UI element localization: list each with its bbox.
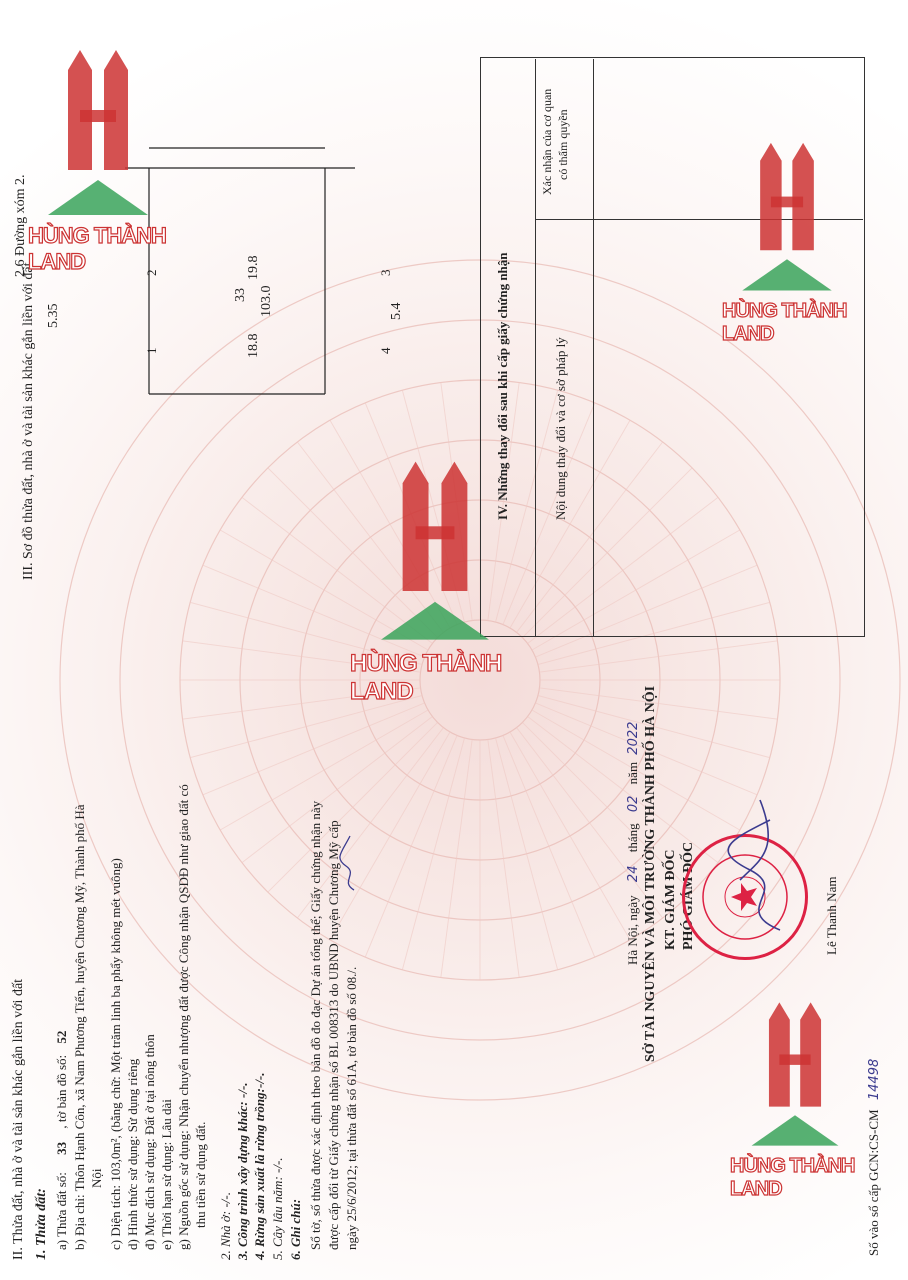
table-col-content: Nội dung thay đổi và cơ sở pháp lý — [553, 337, 568, 520]
date-line — [625, 722, 642, 965]
parcel-number-value: 33 — [54, 1141, 69, 1155]
address-line-1: b) Địa chỉ: Thôn Hạnh Côn, xã Nam Phương Tiến, huyện Chương Mỹ, Thành phố Hà — [72, 804, 87, 1250]
side-right-length: 19.8 — [246, 255, 261, 280]
date-year: 2022 — [626, 721, 641, 755]
watermark-logo — [350, 440, 520, 705]
handwritten-signature — [720, 790, 800, 940]
item-1-label: 1. Thửa đất: — [34, 1188, 49, 1260]
table-column-divider — [593, 59, 594, 637]
item-5: 5. Cây lâu năm: -/-. — [270, 1157, 285, 1260]
logo-brand: HÙNG THÀNH LAND — [730, 1155, 855, 1200]
section-3-heading: III. Sơ đồ thửa đất, nhà ở và tài sản khác gắn liền với đất — [21, 262, 36, 580]
section-4-heading: IV. Những thay đổi sau khi cấp giấy chứng nhận — [495, 252, 510, 520]
table-col-confirm-line1: Xác nhận của cơ quan — [540, 88, 554, 195]
issuing-org: SỞ TÀI NGUYÊN VÀ MÔI TRƯỜNG THÀNH PHỐ HÀ NỘI — [643, 685, 658, 1062]
date-prefix: Hà Nội, ngày — [625, 895, 640, 965]
side-left-length: 18.8 — [246, 333, 261, 358]
watermark-logo — [722, 125, 852, 345]
item-6: 6. Ghi chú: — [288, 1198, 303, 1260]
parcel-no-label: 33 — [233, 288, 248, 302]
registry-line — [866, 1059, 883, 1256]
watermark-logo — [28, 30, 168, 274]
area-line: c) Diện tích: 103,0m², (bằng chữ: Một trăm linh ba phẩy không mét vuông) — [108, 858, 123, 1250]
month-label: tháng — [625, 823, 640, 853]
deputy-director: PHÓ GIÁM ĐỐC — [681, 841, 696, 950]
table-col-confirm-line2: có thẩm quyền — [556, 109, 570, 180]
logo-mark — [730, 985, 860, 1150]
parcel-number-line — [54, 1031, 70, 1250]
date-month: 02 — [626, 795, 641, 813]
usage-term-line: e) Thời hạn sử dụng: Lâu dài — [159, 1099, 174, 1250]
note-line-1: Sổ tờ, số thửa được xác định theo bản đồ đo đạc Dự án tổng thể; Giấy chứng nhận này — [308, 800, 323, 1250]
initial-mark — [338, 832, 360, 892]
item-3: 3. Công trình xây dựng khác: -/-. — [235, 1082, 250, 1260]
map-sheet-label: , tờ bản đồ số: — [54, 1054, 69, 1129]
year-label: năm — [625, 761, 640, 785]
item-4: 4. Rừng sản xuất là rừng trồng:-/-. — [252, 1072, 267, 1260]
date-day: 24 — [626, 865, 641, 883]
address-line-2: Nội — [89, 1168, 104, 1188]
watermark-logo — [730, 985, 860, 1200]
signer-name: Lê Thanh Nam — [824, 876, 839, 955]
logo-brand: HÙNG THÀNH LAND — [722, 300, 847, 345]
side-top-length: 5.35 — [46, 303, 61, 328]
vertex-4: 4 — [378, 347, 393, 354]
parcel-number-label: a) Thửa đất số: — [54, 1172, 69, 1250]
map-sheet-value: 52 — [54, 1030, 69, 1044]
kt-director: KT. GIÁM ĐỐC — [663, 849, 678, 950]
vertex-1: 1 — [144, 347, 159, 354]
logo-brand: HÙNG THÀNH LAND — [28, 223, 166, 274]
usage-form-line: d) Hình thức sử dụng: Sử dụng riêng — [125, 1058, 140, 1250]
logo-mark — [350, 440, 520, 645]
registry-number: 14498 — [867, 1058, 882, 1101]
registry-label: Số vào sổ cấp GCN:CS-CM — [866, 1109, 881, 1256]
item-2: 2. Nhà ở: -/-. — [218, 1192, 233, 1260]
origin-line-1: g) Nguồn gốc sử dụng: Nhận chuyển nhượng đất được Công nhận QSDĐ như giao đất có — [176, 784, 191, 1250]
road-label: 2.6 Đường xóm 2. — [13, 174, 28, 277]
table-header-divider — [535, 59, 536, 637]
side-bottom-length: 5.4 — [389, 302, 404, 320]
vertex-2: 2 — [144, 269, 159, 276]
origin-line-2: thu tiền sử dụng đất. — [193, 1121, 208, 1228]
logo-mark — [28, 30, 168, 220]
usage-purpose-line: đ) Mục đích sử dụng: Đất ở tại nông thôn — [142, 1034, 157, 1250]
parcel-area-label: 103.0 — [259, 285, 274, 317]
logo-mark — [722, 125, 852, 295]
vertex-3: 3 — [378, 269, 393, 276]
note-line-2: được cấp đổi từ Giấy chứng nhận số BL 008313 do UBND huyện Chương Mỹ cấp — [326, 820, 341, 1250]
logo-brand: HÙNG THÀNH LAND — [350, 650, 502, 705]
note-line-3: ngày 25/6/2012; tại thửa đất số 61A, tờ bản đồ số 08./. — [344, 966, 359, 1250]
section-2-heading: II. Thửa đất, nhà ở và tài sản khác gắn liền với đất — [11, 978, 26, 1260]
